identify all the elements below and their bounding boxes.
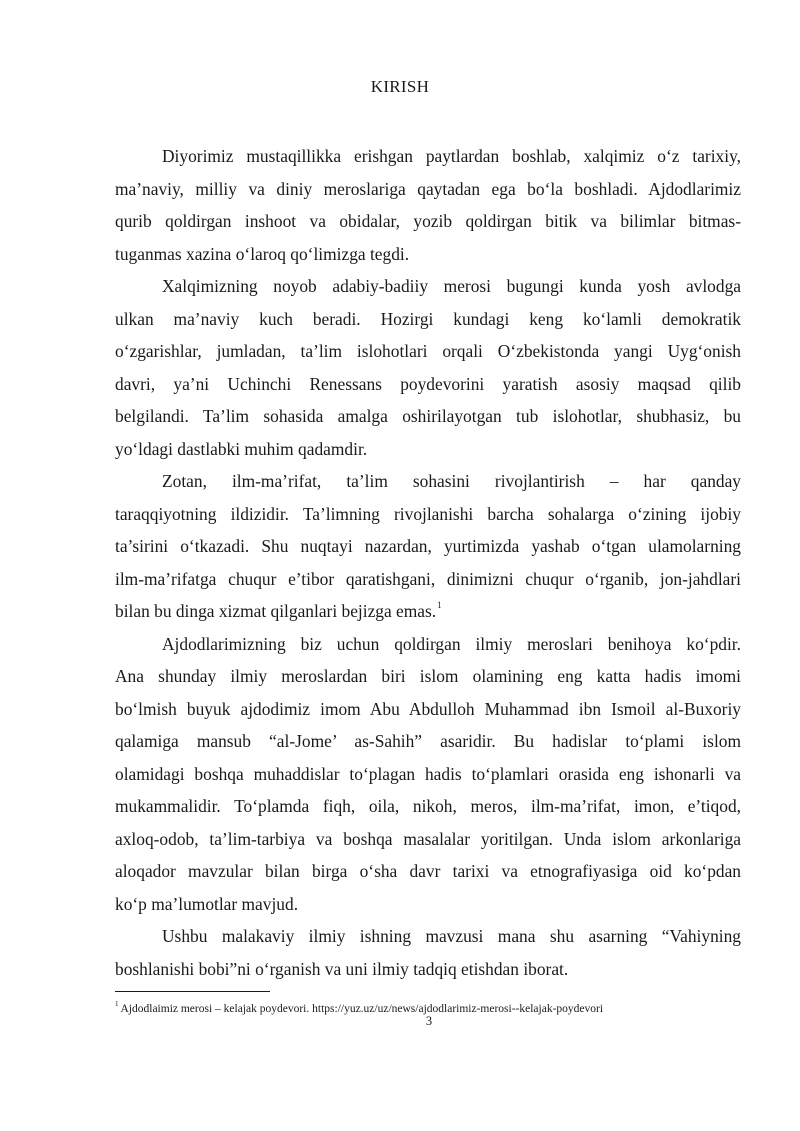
- text-line: axloq-odob, ta’lim-tarbiya va boshqa masalalar yoritilgan. Unda islom arkonlariga: [115, 828, 741, 849]
- text-line: tuganmas xazina o‘laroq qo‘limizga tegdi.: [115, 243, 410, 264]
- text-line: yo‘ldagi dastlabki muhim qadamdir.: [115, 438, 368, 459]
- text-line: [115, 595, 741, 628]
- text-line: mukammalidir. To‘plamda fiqh, oila, nikoh, meros, ilm-ma’rifat, imon, e’tiqod,: [115, 796, 741, 816]
- text-line: Ajdodlarimizning biz uchun qoldirgan ilmiy meroslari benihoya ko‘pdir.: [162, 633, 741, 654]
- text-line-content: bilan bu dinga xizmat qilganlari bejizga emas.: [115, 601, 437, 621]
- paragraph-1: [115, 140, 741, 270]
- text-line: ma’naviy, milliy va diniy meroslariga qaytadan ega bo‘la boshladi. Ajdodlarimiz: [115, 178, 741, 199]
- text-line: ta’sirini o‘tkazadi. Shu nuqtayi nazardan, yurtimizda yashab o‘tgan ulamolarning: [115, 536, 741, 556]
- text-line: aloqador mavzular bilan birga o‘sha davr tarixi va etnografiyasiga oid ko‘pdan: [115, 861, 741, 881]
- text-line: Ushbu malakaviy ilmiy ishning mavzusi mana shu asarning “Vahiyning: [162, 926, 741, 946]
- page-number: 3: [425, 1014, 433, 1028]
- text-line: bo‘lmish buyuk ajdodimiz imom Abu Abdulloh Muhammad ibn Ismoil al-Buxoriy: [115, 698, 741, 719]
- text-line: qurib qoldirgan inshoot va obidalar, yozib qoldirgan bitik va bilimlar bitmas-: [115, 211, 741, 231]
- paragraph-5: [115, 920, 741, 985]
- body-text: [115, 140, 741, 985]
- text-line: boshlanishi bobi”ni o‘rganish va uni ilmiy tadqiq etishdan iborat.: [115, 958, 569, 979]
- text-line: ko‘p ma’lumotlar mavjud.: [115, 893, 299, 914]
- footnote-marker: 1: [115, 1000, 119, 1008]
- footnote-separator: [115, 991, 270, 992]
- text-line: o‘zgarishlar, jumladan, ta’lim islohotlari orqali O‘zbekistonda yangi Uyg‘onish: [115, 341, 741, 361]
- text-line: davri, ya’ni Uchinchi Renessans poydevorini yaratish asosiy maqsad qilib: [115, 373, 741, 394]
- text-line: Ana shunday ilmiy meroslardan biri islom olamining eng katta hadis imomi: [115, 666, 741, 686]
- footnote-text[interactable]: Ajdodlaimiz merosi – kelajak poydevori. https://yuz.uz/uz/news/ajdodlarimiz-merosi--kelajak-poydevori: [120, 1002, 604, 1015]
- text-line: qalamiga mansub “al-Jome’ as-Sahih” asaridir. Bu hadislar to‘plami islom: [115, 731, 741, 751]
- text-line: Diyorimiz mustaqillikka erishgan paytlardan boshlab, xalqimiz o‘z tarixiy,: [162, 146, 741, 166]
- paragraph-2: [115, 270, 741, 465]
- page-title: KIRISH: [370, 77, 430, 96]
- text-line: olamidagi boshqa muhaddislar to‘plagan hadis to‘plamlari orasida eng ishonarli va: [115, 763, 741, 784]
- text-line: ulkan ma’naviy kuch beradi. Hozirgi kundagi keng ko‘lamli demokratik: [115, 308, 741, 329]
- text-line: Zotan, ilm-ma’rifat, ta’lim sohasini rivojlantirish – har qanday: [162, 471, 741, 491]
- text-line: ilm-ma’rifatga chuqur e’tibor qaratishgani, dinimizni chuqur o‘rganib, jon-jahdlari: [115, 568, 741, 589]
- paragraph-3: [115, 465, 741, 628]
- text-line: belgilandi. Ta’lim sohasida amalga oshirilayotgan tub islohotlar, shubhasiz, bu: [115, 406, 741, 426]
- paragraph-4: [115, 628, 741, 921]
- footnote-reference[interactable]: 1: [437, 600, 442, 611]
- text-line: taraqqiyotning ildizidir. Ta’limning rivojlanishi barcha sohalarga o‘zining ijobiy: [115, 503, 741, 524]
- text-line: Xalqimizning noyob adabiy-badiiy merosi bugungi kunda yosh avlodga: [162, 276, 741, 296]
